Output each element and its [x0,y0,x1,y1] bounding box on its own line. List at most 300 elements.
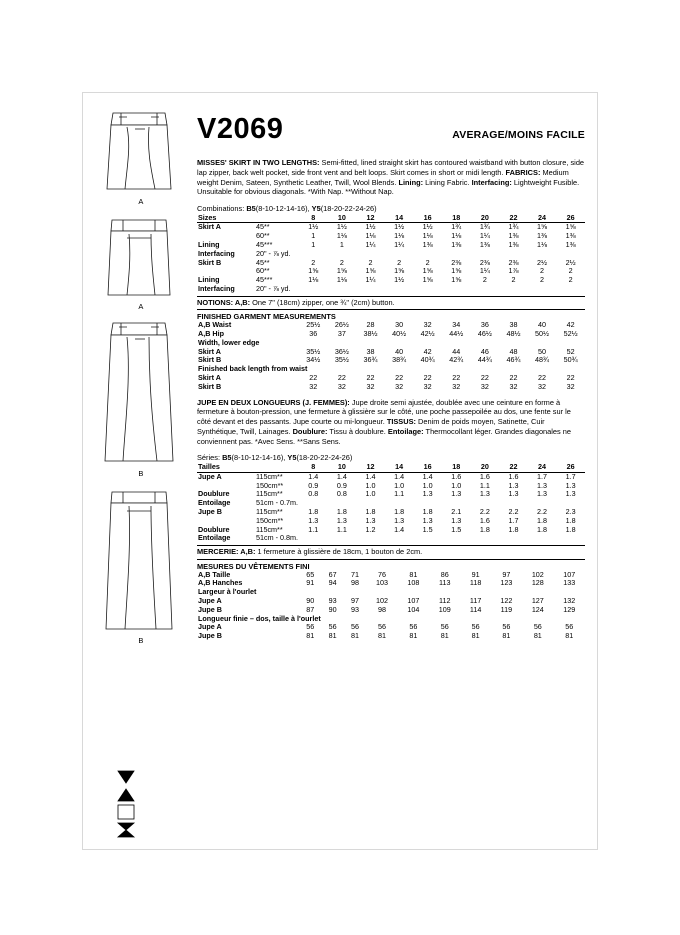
cell: 1¼ [365,240,376,250]
cell: 56 [471,622,480,632]
cell: 1.8 [336,506,347,516]
cell: 22 [366,373,375,383]
divider [197,296,585,297]
row-label: A,B Taille [198,569,231,579]
table-row [197,615,585,624]
row-label: Interfacing [198,248,235,258]
cell: 114 [469,604,482,614]
cell: 1.8 [308,506,319,516]
cell: 1.3 [451,489,462,499]
row-width: 115cm** [256,489,283,499]
size-col-20-fr: 20 [471,463,500,472]
cell: 1⅝ [336,266,347,276]
cell: 102 [531,569,544,579]
row-label: Interfacing [198,283,235,293]
cell: 1.2 [365,524,376,534]
cell: 56 [409,622,418,632]
cell: 1.0 [365,489,376,499]
table-row [197,588,585,597]
cell: 1⅝ [565,222,576,232]
subsection-label: Largeur à l'ourlet [198,587,257,597]
row-width [255,348,299,357]
row-width: 20" - ⅞ yd. [256,283,291,293]
table-row [197,365,585,374]
cell: 86 [440,569,449,579]
cell: 117 [469,596,482,606]
row-width [255,330,299,339]
combinations-french [197,453,585,463]
finished-measurements-table-fr [197,571,585,641]
interfacing-en-text: Lightweight Fusible. Unsuitable for obvious diagonals. *With Nap. **Without Nap. [197,177,580,197]
cell: 2 [482,275,487,285]
table-row [197,321,585,330]
cell: 1.8 [365,506,376,516]
row-width: 115cm** [256,524,283,534]
row-label: Doublure [198,489,230,499]
cell: 1.4 [365,471,376,481]
cell: 22 [452,373,461,383]
size-col-26: 26 [556,214,585,223]
yardage-table-french [197,463,585,543]
cell: 2 [397,257,402,267]
pattern-envelope-back [82,92,598,850]
cell: 36½ [334,346,349,356]
row-width: 45*** [256,275,273,285]
cell: 1½ [394,222,405,232]
cell: 128 [531,578,544,588]
combinations-english [197,204,585,214]
lining-en-text: Lining Fabric. [423,177,472,187]
row-label: Entoilage [198,533,231,543]
size-col-8-fr: 8 [299,463,328,472]
cell: 1.3 [451,515,462,525]
cell: 1.3 [508,489,519,499]
cell: 46 [480,346,489,356]
cell: 56 [351,622,360,632]
cell: 2⅜ [479,257,490,267]
cell: 46¾ [506,355,521,365]
cell: 132 [563,596,576,606]
row-label: Jupe A [198,622,222,632]
cell: 1.4 [308,471,319,481]
cell: 32 [423,381,432,391]
cell: 2.3 [565,506,576,516]
cell: 1⅞ [508,266,519,276]
combinations-fr-label: Séries: [197,453,221,463]
cell: 1⅛ [365,231,376,241]
fabrics-fr-label: TISSUS: [386,417,416,427]
size-col-26-fr: 26 [556,463,585,472]
row-width [255,383,299,392]
cell: 42½ [420,329,435,339]
cell: 32 [366,381,375,391]
table-row [197,597,585,606]
row-label: Jupe B [198,604,222,614]
cell: 2½ [565,257,576,267]
cell: 98 [377,604,386,614]
fabrics-en-label: FABRICS: [505,167,541,177]
cell [299,534,585,543]
cell: 56 [502,622,511,632]
cell: 0.9 [336,480,347,490]
cell: 123 [500,578,513,588]
cell: 38 [509,320,518,330]
cell: 1½ [365,222,376,232]
cell: 44½ [449,329,464,339]
row-label: Jupe A [198,471,222,481]
cell: 1¼ [394,240,405,250]
cell: 81 [351,631,360,641]
table-row [197,383,585,392]
cell: 1.6 [479,515,490,525]
description-fr-body: Jupe droite semi ajustée, doublée avec une ceinture en forme à fermeture à bouton-pression, une fermeture à glissière sur le côté, une poche passepoilée au dos, une fente sur le côté devant et des passants. Jupe courte ou mi-longueur. [197,397,571,427]
cell: 109 [438,604,451,614]
cell: 107 [407,596,420,606]
cell: 2 [311,257,316,267]
cell: 1½ [422,222,433,232]
yardage-table-english [197,214,585,294]
cell: 1⅝ [451,266,462,276]
cell: 81 [409,569,418,579]
combination-y5-en-sizes: (18-20-22-24-26) [320,204,377,214]
fabrics-en-text: Medium weight Denim, Sateen, Synthetic Leather, Twill, Wool Blends. [197,167,569,187]
cell: 1⅛ [422,231,433,241]
cell: 124 [531,604,544,614]
title-row [197,115,585,144]
cell: 129 [563,604,576,614]
cell: 48¾ [535,355,550,365]
cell: 93 [351,604,360,614]
cell: 32 [395,381,404,391]
cell: 2 [425,257,430,267]
combination-y5-en-label: Y5 [311,204,321,214]
cell: 122 [500,596,513,606]
combination-b5-fr-sizes: (8-10-12-14-16), [231,453,286,463]
fabric-symbol-stack [115,769,137,841]
notions-fr-label: MERCERIE: A,B: [197,547,256,557]
cell: 2 [339,257,344,267]
cell: 90 [328,604,337,614]
view-letter-a1: A [138,197,144,206]
row-label: A,B Waist [198,320,232,330]
cell: 22 [395,373,404,383]
row-label: Skirt B [198,381,222,391]
combination-b5-en-sizes: (8-10-12-14-16), [255,204,310,214]
width-col-header-fr [255,463,299,472]
row-label: Doublure [198,524,230,534]
cell: 1.4 [422,471,433,481]
cell: 1¼ [479,231,490,241]
row-label: Skirt A [198,373,221,383]
cell: 1.3 [336,515,347,525]
cell: 1.0 [365,480,376,490]
cell: 56 [328,622,337,632]
description-en-lead: MISSES' SKIRT IN TWO LENGTHS: [197,158,320,167]
cell: 1 [339,240,344,250]
cell: 1.8 [479,524,490,534]
cell: 32 [337,381,346,391]
row-width: 45** [256,257,270,267]
row-width [255,623,299,632]
notions-french [197,547,585,557]
row-width: 45*** [256,240,273,250]
cell: 1.1 [308,524,319,534]
cell [299,285,585,294]
row-label: Entoilage [198,498,231,508]
cell: 1⅜ [565,240,576,250]
cell: 2 [511,275,516,285]
cell: 1.3 [537,480,548,490]
cell: 2.2 [508,506,519,516]
divider [197,545,585,546]
lining-fr-text: Tissu à doublure. [327,426,388,436]
row-label: Lining [198,240,220,250]
cell: 1.1 [479,480,490,490]
cell: 2 [368,257,373,267]
cell: 112 [439,596,451,606]
cell: 52 [566,346,575,356]
cell: 35½ [334,355,349,365]
cell: 2 [568,275,573,285]
cell: 22 [423,373,432,383]
cell: 1⅜ [508,231,519,241]
description-english [197,158,585,197]
view-a-front-illustration [97,107,181,195]
pattern-number: V2069 [197,113,284,145]
cell: 81 [306,631,315,641]
cell: 1.7 [508,515,519,525]
cell: 1⅜ [422,240,433,250]
cell: 1.3 [508,480,519,490]
cell: 22 [566,373,575,383]
cell: 91 [471,569,480,579]
cell: 1.3 [537,489,548,499]
size-col-24-fr: 24 [528,463,557,472]
cell: 1½ [308,222,319,232]
notions-en-text: One 7" (18cm) zipper, one ¾" (2cm) button. [250,297,395,307]
size-col-16: 16 [413,214,442,223]
cell: 40½ [392,329,407,339]
fabrics-fr-text: Denim de poids moyen, Satinette, Cuir Synthétique, Twill, Lainages. [197,417,545,436]
cell: 40 [538,320,547,330]
subsection-label: Finished back length from waist [198,364,308,374]
cell: 34½ [306,355,321,365]
cell: 1⅝ [394,266,405,276]
cell: 40 [395,346,404,356]
cell: 1⅝ [451,275,462,285]
cell: 1.3 [565,489,576,499]
cell: 1⅝ [537,222,548,232]
cell: 87 [306,604,315,614]
cell: 46½ [477,329,492,339]
interfacing-en-label: Interfacing: [471,177,512,187]
cell: 22 [337,373,346,383]
row-label: Jupe B [198,506,222,516]
size-col-8: 8 [299,214,328,223]
lining-fr-label: Doublure: [292,426,328,436]
row-width [255,597,299,606]
finished-measurements-title-en: FINISHED GARMENT MEASUREMENTS [197,312,336,322]
table-row [197,623,585,632]
cell: 71 [351,569,360,579]
description-french [197,398,585,447]
cell: 42¾ [449,355,464,365]
cell: 107 [563,569,576,579]
cell: 28 [366,320,375,330]
cell: 40¾ [420,355,435,365]
cell: 2.1 [451,506,462,516]
cell: 1.4 [394,471,405,481]
size-col-10-fr: 10 [328,463,357,472]
cell: 113 [439,578,451,588]
cell: 104 [407,604,420,614]
cell: 2⅜ [508,257,519,267]
row-width: 20" - ⅞ yd. [256,248,291,258]
cell: 1.6 [451,471,462,481]
cell: 1¼ [479,266,490,276]
cell: 1⅜ [537,231,548,241]
cell: 1¾ [508,222,519,232]
cell: 42 [566,320,575,330]
notions-english [197,298,585,308]
cell: 1⅛ [537,240,548,250]
divider [197,559,585,560]
combination-b5-fr-label: B5 [222,453,232,463]
cell: 48½ [506,329,521,339]
size-col-18-fr: 18 [442,463,471,472]
cell: 1.3 [394,515,405,525]
cell: 119 [500,604,513,614]
cell: 2.2 [479,506,490,516]
cell: 98 [351,578,360,588]
cell: 34 [452,320,461,330]
size-col-16-fr: 16 [413,463,442,472]
cell: 1.0 [394,480,405,490]
finished-measurements-table-en [197,321,585,391]
cell: 118 [469,578,482,588]
cell: 81 [440,631,449,641]
cell: 65 [306,569,315,579]
cell: 1 [311,231,316,241]
row-label: Skirt A [198,346,221,356]
notions-fr-text: 1 fermeture à glissière de 18cm, 1 bouton de 2cm. [255,547,423,557]
cell: 1⅝ [365,266,376,276]
cell: 90 [306,596,315,606]
table-row [197,348,585,357]
row-label: Jupe B [198,631,222,641]
row-label: A,B Hanches [198,578,243,588]
cell: 1.8 [565,524,576,534]
cell: 1⅛ [336,275,347,285]
table-row [197,285,585,294]
tailles-row-label: Tailles [197,463,255,472]
cell: 1.4 [336,471,347,481]
cell: 32 [309,381,318,391]
cell: 94 [328,578,337,588]
row-label: Lining [198,275,220,285]
combinations-en-label: Combinations: [197,204,245,214]
cell: 2.2 [537,506,548,516]
cell: 56 [306,622,315,632]
cell: 1⅛ [308,275,319,285]
row-width [255,374,299,383]
row-width [255,571,299,580]
cell: 0.8 [336,489,347,499]
size-col-12-fr: 12 [356,463,385,472]
cell: 56 [440,622,449,632]
cell: 93 [328,596,337,606]
view-letter-b2: B [138,636,144,645]
size-col-22: 22 [499,214,528,223]
cell: 37 [337,329,346,339]
notions-en-label: NOTIONS: A,B: [197,297,251,307]
cell: 32 [538,381,547,391]
subsection-label: Longueur finie – dos, taille à l'ourlet [198,613,321,623]
row-width: 51cm - 0.7m. [256,498,298,508]
cell: 25½ [306,320,321,330]
difficulty-label: AVERAGE/MOINS FACILE [452,129,585,141]
cell: 1.5 [422,524,433,534]
cell: 127 [531,596,544,606]
cell: 50½ [535,329,550,339]
row-label: Skirt B [198,355,222,365]
combination-y5-fr-sizes: (18-20-22-24-26) [296,453,353,463]
cell: 1.3 [365,515,376,525]
cell: 50 [538,346,547,356]
cell: 1.8 [537,524,548,534]
cell: 1⅜ [451,240,462,250]
cell: 1⅝ [422,266,433,276]
table-row [197,571,585,580]
cell: 97 [502,569,511,579]
row-width [255,579,299,588]
cell: 103 [375,578,388,588]
cell: 81 [409,631,418,641]
sizes-row-label: Sizes [197,214,255,223]
cell: 1⅜ [565,231,576,241]
table-row [197,632,585,641]
cell: 1.0 [451,480,462,490]
cell: 1⅝ [308,266,319,276]
cell: 1.8 [537,515,548,525]
illustration-column [97,107,185,651]
cell: 2 [540,275,545,285]
row-width: 150cm** [256,515,284,525]
cell: 81 [565,631,574,641]
row-label: Skirt B [198,257,222,267]
combination-b5-en-label: B5 [246,204,256,214]
envelope-text-content [197,115,585,641]
view-letter-b1: B [138,469,144,478]
cell: 38 [366,346,375,356]
cell: 56 [533,622,542,632]
cell: 44¾ [477,355,492,365]
row-width [255,321,299,330]
cell: 1.7 [537,471,548,481]
cell: 2 [540,266,545,276]
cell: 32 [480,381,489,391]
cell: 97 [351,596,360,606]
cell: 1.3 [479,489,490,499]
description-fr-lead: JUPE EN DEUX LONGUEURS (J. FEMMES): [197,397,350,407]
subsection-label: Width, lower edge [198,337,260,347]
cell: 22 [509,373,518,383]
cell: 102 [375,596,388,606]
row-width: 150cm** [256,480,284,490]
cell: 35½ [306,346,321,356]
table-row [197,374,585,383]
cell: 76 [377,569,386,579]
